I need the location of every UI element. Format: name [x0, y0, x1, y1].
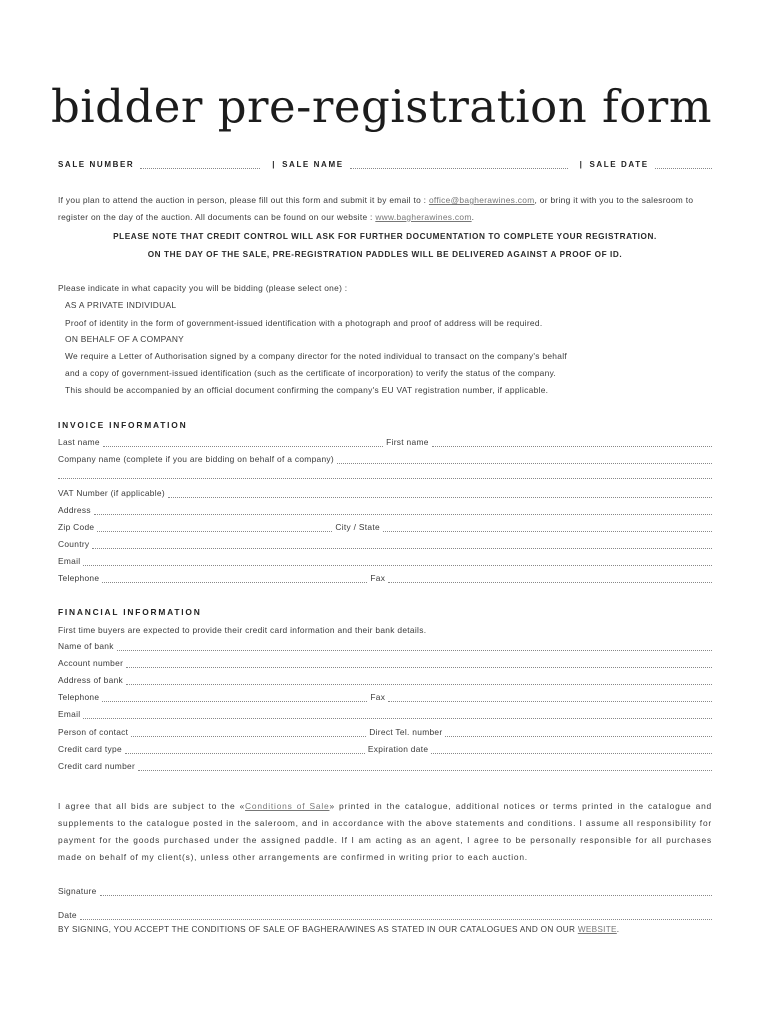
website-link[interactable]: WEBSITE: [577, 925, 617, 934]
website-link[interactable]: www.bagherawines.com: [375, 212, 472, 222]
bank-email-field[interactable]: [83, 710, 712, 719]
sale-name-label: SALE NAME: [282, 160, 344, 169]
date-field[interactable]: [80, 911, 712, 920]
bank-fax-label: Fax: [370, 692, 386, 702]
contact-field[interactable]: [131, 728, 366, 737]
direct-tel-field[interactable]: [445, 728, 712, 737]
financial-intro: First time buyers are expected to provide their credit card information and their bank details.: [58, 625, 427, 635]
zip-label: Zip Code: [58, 522, 95, 532]
paddle-notice: ON THE DAY OF THE SALE, PRE-REGISTRATION PADDLES WILL BE DELIVERED AGAINST A PROOF OF ID.: [147, 250, 623, 259]
zip-city-row: [58, 519, 712, 532]
card-number-label: Credit card number: [58, 761, 136, 771]
bank-telephone-fax-row: [58, 689, 712, 702]
agreement-text: » printed in the catalogue, additional notices or terms printed in the catalogue and supplements to the catalogue posted in the saleroom, and in accordance with the above statements and conditions. I assume all responsibility for payment for the goods purchased under the assigned paddle. If I am acting as an agent, I agree to be personally responsible for all purchases made on behalf of my client(s), unless other arrangements are confirmed in writing prior to each auction.: [58, 801, 712, 862]
intro-text: .: [471, 212, 475, 222]
company-label: Company name (complete if you are bidding on behalf of a company): [58, 454, 335, 464]
telephone-field[interactable]: [102, 574, 367, 583]
card-number-field[interactable]: [138, 762, 712, 771]
bank-address-label: Address of bank: [58, 675, 124, 685]
bank-name-field[interactable]: [117, 642, 712, 651]
direct-tel-label: Direct Tel. number: [369, 727, 443, 737]
signature-row: [58, 883, 712, 896]
bank-address-row: [58, 672, 712, 685]
sale-date-label: SALE DATE: [589, 160, 649, 169]
option-private-individual[interactable]: AS A PRIVATE INDIVIDUAL: [65, 300, 177, 310]
separator: |: [272, 160, 277, 169]
sale-number-field[interactable]: [140, 160, 260, 169]
date-row: [58, 907, 712, 920]
fax-label: Fax: [370, 573, 386, 583]
bank-address-field[interactable]: [126, 676, 712, 685]
form-page: [50, 0, 712, 1024]
last-name-field[interactable]: [103, 438, 383, 447]
vat-row: [58, 485, 712, 498]
page-title: bidder pre-registration form: [50, 80, 712, 133]
option-private-desc: Proof of identity in the form of government-issued identification with a photograph and proof of address will be required.: [65, 318, 543, 328]
expiry-field[interactable]: [431, 745, 712, 754]
email-label: Email: [58, 556, 81, 566]
option-company-desc: We require a Letter of Authorisation signed by a company director for the noted individual to transact on the company's behalf: [65, 351, 568, 361]
separator: |: [579, 160, 584, 169]
conditions-of-sale-link[interactable]: Conditions of Sale: [245, 801, 330, 811]
last-first-name-row: [58, 434, 712, 447]
option-company-desc: This should be accompanied by an official document confirming the company's EU VAT registration number, if applicable.: [65, 385, 549, 395]
date-label: Date: [58, 910, 77, 920]
vat-field[interactable]: [168, 489, 712, 498]
city-field[interactable]: [383, 523, 712, 532]
card-type-label: Credit card type: [58, 744, 122, 754]
signing-notice: [58, 925, 712, 934]
bank-telephone-label: Telephone: [58, 692, 100, 702]
city-label: City / State: [335, 522, 380, 532]
email-link[interactable]: office@bagherawines.com: [428, 195, 535, 205]
address-field[interactable]: [94, 506, 712, 515]
agreement-text: I agree that all bids are subject to the «: [58, 801, 246, 811]
bank-email-label: Email: [58, 709, 81, 719]
fax-field[interactable]: [388, 574, 712, 583]
account-row: [58, 655, 712, 668]
signing-notice-text: .: [616, 925, 620, 934]
intro-paragraph: [58, 192, 712, 226]
account-label: Account number: [58, 658, 124, 668]
sale-date-field[interactable]: [655, 160, 712, 169]
telephone-fax-row: [58, 570, 712, 583]
sale-info-row: [58, 160, 712, 169]
card-type-field[interactable]: [125, 745, 365, 754]
contact-row: [58, 724, 712, 737]
card-number-row: [58, 758, 712, 771]
country-field[interactable]: [92, 540, 712, 549]
last-name-label: Last name: [58, 437, 100, 447]
address-row: [58, 502, 712, 515]
email-row: [58, 553, 712, 566]
capacity-prompt: Please indicate in what capacity you will be bidding (please select one) :: [58, 283, 348, 293]
signing-notice-text: BY SIGNING, YOU ACCEPT THE CONDITIONS OF SALE OF BAGHERA/WINES AS STATED IN OUR CATALOGUES AND ON OUR: [58, 925, 578, 934]
telephone-label: Telephone: [58, 573, 100, 583]
country-label: Country: [58, 539, 90, 549]
first-name-field[interactable]: [432, 438, 712, 447]
financial-heading: FINANCIAL INFORMATION: [58, 607, 202, 617]
company-extra-line[interactable]: [58, 477, 712, 479]
option-company-desc: and a copy of government-issued identification (such as the certificate of incorporation) to verify the status of the company.: [65, 368, 557, 378]
bank-name-label: Name of bank: [58, 641, 114, 651]
email-field[interactable]: [83, 557, 712, 566]
option-company[interactable]: ON BEHALF OF A COMPANY: [65, 334, 185, 344]
account-field[interactable]: [126, 659, 712, 668]
sale-name-field[interactable]: [350, 160, 568, 169]
sale-number-label: SALE NUMBER: [58, 160, 135, 169]
first-name-label: First name: [386, 437, 429, 447]
agreement-paragraph: [58, 798, 712, 866]
vat-label: VAT Number (if applicable): [58, 488, 165, 498]
signature-field[interactable]: [100, 887, 712, 896]
signature-label: Signature: [58, 886, 97, 896]
country-row: [58, 536, 712, 549]
intro-text: If you plan to attend the auction in person, please fill out this form and submit it by email to :: [58, 195, 429, 205]
invoice-heading: INVOICE INFORMATION: [58, 420, 188, 430]
bank-telephone-field[interactable]: [102, 693, 367, 702]
credit-control-notice: PLEASE NOTE THAT CREDIT CONTROL WILL ASK FOR FURTHER DOCUMENTATION TO COMPLETE YOUR REGISTRATION.: [113, 232, 657, 241]
bank-fax-field[interactable]: [388, 693, 712, 702]
address-label: Address: [58, 505, 91, 515]
card-type-row: [58, 741, 712, 754]
bank-name-row: [58, 638, 712, 651]
expiry-label: Expiration date: [367, 744, 429, 754]
zip-field[interactable]: [97, 523, 332, 532]
company-field[interactable]: [337, 455, 712, 464]
bank-email-row: [58, 706, 712, 719]
company-row: [58, 451, 712, 464]
contact-label: Person of contact: [58, 727, 129, 737]
intro-text: , or bring it with you to the salesroom to register on the day of the auction. All documents can be found on our website :: [58, 195, 694, 222]
